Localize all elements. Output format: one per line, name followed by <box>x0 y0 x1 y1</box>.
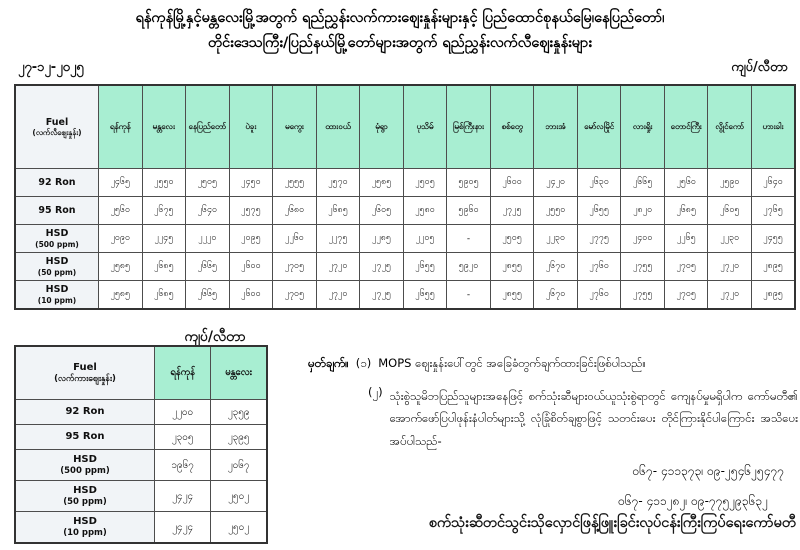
note-2-number: (၂) <box>368 385 383 399</box>
wholesale-value-cell: ၁၉၆၇ <box>155 450 211 481</box>
retail-value-cell: ၂၆၆၅ <box>186 281 230 310</box>
retail-column-header-6: မုံရွာ <box>360 85 404 169</box>
retail-corner-cell <box>15 85 99 169</box>
retail-value-cell: ၂၈၅၅ <box>490 253 534 281</box>
retail-value-cell: ၂၆၇၅ <box>142 197 186 225</box>
note-item-2 <box>308 385 798 452</box>
retail-value-cell: ၅၉၀၅ <box>447 169 491 197</box>
wholesale-corner-fuel-label: Fuel <box>73 361 97 373</box>
retail-value-cell: ၂၇၆၀ <box>577 281 621 310</box>
wholesale-row-0 <box>15 400 267 425</box>
retail-value-cell: ၂၅၅၅ <box>273 169 317 197</box>
retail-value-cell: ၂၄၅၀ <box>229 169 273 197</box>
retail-value-cell: ၂၅၀၅ <box>186 169 230 197</box>
retail-value-cell: ၂၅၆၀ <box>664 169 708 197</box>
retail-row-label-1: 95 Ron <box>15 197 99 225</box>
retail-column-header-11: မော်လမြိုင် <box>577 85 621 169</box>
wholesale-row-label-4: HSD (10 ppm) <box>15 512 155 544</box>
retail-value-cell: ၂၅၈၅ <box>99 253 143 281</box>
retail-value-cell: ၂၇၂၅ <box>360 253 404 281</box>
retail-value-cell: ၂၇၆၀ <box>577 253 621 281</box>
retail-row-label-0: 92 Ron <box>15 169 99 197</box>
wholesale-value-cell: ၂၅၀၂ <box>211 512 267 544</box>
retail-column-header-9: စစ်တွေ <box>490 85 534 169</box>
retail-value-cell: ၂၇၀၅ <box>664 281 708 310</box>
retail-value-cell: ၂၈၂၀ <box>621 197 665 225</box>
notes-heading: မှတ်ချက်။ <box>308 356 349 370</box>
retail-value-cell: ၂၄၆၅ <box>99 169 143 197</box>
retail-value-cell: ၂၅၈၀ <box>403 197 447 225</box>
retail-column-header-12: လားရှိုး <box>621 85 665 169</box>
wholesale-value-cell: ၂၄၂၄ <box>155 512 211 544</box>
retail-value-cell: ၂၆၀၅ <box>360 197 404 225</box>
wholesale-value-cell: ၂၃၅၉ <box>211 400 267 425</box>
wholesale-value-cell: ၂၅၀၂ <box>211 481 267 512</box>
retail-value-cell: ၂၈၉၅ <box>751 253 795 281</box>
wholesale-price-table <box>14 345 268 544</box>
retail-value-cell: ၂၅၅၀ <box>142 169 186 197</box>
retail-value-cell: ၂၆၆၅ <box>621 169 665 197</box>
phone-line-1: ၀၆၇- ၄၁၁၃၇၃၊ ၀၉-၂၅၄၆၂၅၄၇၇ <box>632 464 784 478</box>
retail-column-header-0: ရန်ကုန် <box>99 85 143 169</box>
wholesale-header-row <box>15 346 267 400</box>
retail-row-0 <box>15 169 795 197</box>
retail-value-cell: ၂၂၃၀ <box>708 225 752 253</box>
retail-value-cell: ၂၂၃၀ <box>534 225 578 253</box>
retail-value-cell: ၂၅၈၅ <box>360 169 404 197</box>
retail-value-cell: ၂၆၄၀ <box>186 197 230 225</box>
unit-label-top: ကျပ်/လီတာ <box>731 60 788 75</box>
title-line-1: ရန်ကုန်မြို့နှင့်မန္တလေးမြို့အတွက် ရည်ညွှန်းလက်ကားဈေးနှုန်းများနှင့် ပြည်ထောင်စုနယ်မြေ၊နေပြည်တော်၊ <box>135 10 665 26</box>
retail-column-header-1: မန္တလေး <box>142 85 186 169</box>
notice-date: ၂၇-၁၂-၂၀၂၅ <box>18 60 84 75</box>
retail-value-cell: ၂၆၀၀ <box>229 281 273 310</box>
retail-value-cell: ၂၆၈၅ <box>316 197 360 225</box>
title-line-2: တိုင်းဒေသကြီး/ပြည်နယ်မြို့တော်များအတွက် ရည်ညွှန်းလက်လီဈေးနှုန်းများ <box>207 34 593 51</box>
retail-value-cell: ၂၅၇၅ <box>229 197 273 225</box>
wholesale-value-cell: ၂၂၀၀ <box>155 400 211 425</box>
retail-value-cell: ၅၉၂၀ <box>447 253 491 281</box>
retail-column-header-2: နေပြည်တော် <box>186 85 230 169</box>
retail-value-cell: ၂၄၅၅ <box>751 225 795 253</box>
notes-section <box>308 356 798 452</box>
retail-column-header-7: ပုသိမ် <box>403 85 447 169</box>
retail-value-cell: ၂၂၂၀ <box>186 225 230 253</box>
wholesale-value-cell: ၂၃၉၅ <box>211 425 267 450</box>
retail-value-cell: ၂၇၂၅ <box>360 281 404 310</box>
wholesale-corner-type-label: (လက်ကားဈေးနှုန်း) <box>54 373 116 384</box>
retail-value-cell: ၂၆၇၀ <box>534 281 578 310</box>
retail-value-cell: ၂၆၈၅ <box>664 197 708 225</box>
retail-value-cell: ၂၆၅၅ <box>403 281 447 310</box>
wholesale-value-cell: ၂၄၂၄ <box>155 481 211 512</box>
wholesale-row-3 <box>15 481 267 512</box>
retail-value-cell: ၂၆၄၀ <box>751 169 795 197</box>
retail-value-cell: ၂၇၂၅ <box>490 197 534 225</box>
phone-line-2: ၀၆၇- ၄၁၁၂၈၂၊ ၀၉-၇၇၅၂၉၃၆၃၂ <box>618 494 768 508</box>
retail-value-cell: ၂၆၈၀ <box>273 197 317 225</box>
retail-value-cell: - <box>447 281 491 310</box>
retail-value-cell: ၂၆၀၀ <box>490 169 534 197</box>
retail-row-2 <box>15 225 795 253</box>
retail-value-cell: ၂၂၇၅ <box>316 225 360 253</box>
retail-column-header-10: ဘားအံ <box>534 85 578 169</box>
note-item-1 <box>308 356 798 373</box>
retail-column-header-5: ထားဝယ် <box>316 85 360 169</box>
retail-value-cell: ၂၅၇၀ <box>316 169 360 197</box>
retail-table-body <box>15 169 795 310</box>
retail-column-header-8: မြစ်ကြီးနား <box>447 85 491 169</box>
retail-value-cell: ၂၇၂၀ <box>316 281 360 310</box>
wholesale-row-1 <box>15 425 267 450</box>
retail-value-cell: ၂၂၆၀ <box>273 225 317 253</box>
retail-value-cell: ၂၅၉၀ <box>708 169 752 197</box>
retail-value-cell: ၂၇၀၅ <box>273 281 317 310</box>
retail-value-cell: ၂၆၆၅ <box>186 253 230 281</box>
retail-row-3 <box>15 253 795 281</box>
retail-value-cell: ၂၆၀၅ <box>708 197 752 225</box>
note-2-text: သုံးစွဲသူမိဘပြည်သူများအနေဖြင့် စက်သုံးဆီများဝယ်ယူသုံးစွဲရာတွင် ကျေနပ်မှုမရှိပါက ကော်မတီ၏ အောက်ဖော်ပြပါဖုန်းနံပါတ်များသို့ လုံခြုံစိတ်ချစွာဖြင့် သတင်းပေး တိုင်ကြားနိုင်ပါကြောင်း အသိပေးအပ်ပါသည်- <box>389 389 798 448</box>
wholesale-value-cell: ၂၀၆၇ <box>211 450 267 481</box>
wholesale-corner-cell <box>15 346 155 400</box>
wholesale-column-header-0: ရန်ကုန် <box>155 346 211 400</box>
retail-value-cell: ၂၇၂၀ <box>708 281 752 310</box>
retail-value-cell: ၂၇၇၅ <box>577 225 621 253</box>
wholesale-row-label-0: 92 Ron <box>15 400 155 425</box>
retail-value-cell: ၂၇၅၅ <box>621 253 665 281</box>
retail-column-header-15: ဟားခါး <box>751 85 795 169</box>
retail-corner-type-label: (လက်လီဈေးနှုန်း) <box>32 128 82 137</box>
retail-value-cell: ၂၈၅၅ <box>490 281 534 310</box>
retail-value-cell: ၂၆၃၀ <box>577 169 621 197</box>
retail-value-cell: - <box>447 225 491 253</box>
retail-value-cell: ၂၇၂၀ <box>316 253 360 281</box>
wholesale-row-label-1: 95 Ron <box>15 425 155 450</box>
wholesale-row-4 <box>15 512 267 544</box>
retail-value-cell: ၂၇၆၅ <box>751 197 795 225</box>
retail-value-cell: ၂၆၅၅ <box>577 197 621 225</box>
committee-name: စက်သုံးဆီတင်သွင်းသိုလှောင်ဖြန့်ဖြူးခြင်းလုပ်ငန်းကြီးကြပ်ရေးကော်မတီ <box>428 515 796 531</box>
notice-title <box>0 6 800 55</box>
retail-value-cell: ၂၇၂၀ <box>708 253 752 281</box>
retail-value-cell: ၂၅၀၅ <box>403 169 447 197</box>
retail-value-cell: ၂၀၉၅ <box>229 225 273 253</box>
retail-price-table <box>14 84 796 310</box>
retail-column-header-4: မကွေး <box>273 85 317 169</box>
wholesale-row-2 <box>15 450 267 481</box>
retail-value-cell: ၂၅၀၅ <box>490 225 534 253</box>
retail-value-cell: ၂၄၂၀ <box>534 169 578 197</box>
retail-value-cell: ၂၆၅၅ <box>403 253 447 281</box>
retail-value-cell: ၂၂၈၅ <box>360 225 404 253</box>
retail-value-cell: ၂၄၀၀ <box>621 225 665 253</box>
retail-column-header-13: တောင်ကြီး <box>664 85 708 169</box>
retail-column-header-14: လွိုင်ကော် <box>708 85 752 169</box>
retail-value-cell: ၂၅၆၀ <box>99 197 143 225</box>
wholesale-table-body <box>15 400 267 544</box>
wholesale-row-label-3: HSD (50 ppm) <box>15 481 155 512</box>
retail-row-4 <box>15 281 795 310</box>
retail-value-cell: ၂၇၀၅ <box>664 253 708 281</box>
retail-value-cell: ၂၅၈၅ <box>99 281 143 310</box>
note-1-text: MOPS ဈေးနှုန်းပေါ်တွင် အခြေခံတွက်ချက်ထားခြင်းဖြစ်ပါသည်။ <box>378 356 646 370</box>
retail-header-row <box>15 85 795 169</box>
retail-value-cell: ၂၀၉၀ <box>99 225 143 253</box>
retail-row-label-3: HSD (50 ppm) <box>15 253 99 281</box>
retail-row-1 <box>15 197 795 225</box>
retail-value-cell: ၂၂၄၅ <box>142 225 186 253</box>
retail-value-cell: ၂၇၅၅ <box>621 281 665 310</box>
unit-label-wholesale: ကျပ်/လီတာ <box>184 329 246 345</box>
retail-row-label-2: HSD (500 ppm) <box>15 225 99 253</box>
wholesale-column-header-1: မန္တလေး <box>211 346 267 400</box>
retail-value-cell: ၂၂၆၅ <box>664 225 708 253</box>
retail-value-cell: ၂၆၈၅ <box>142 253 186 281</box>
wholesale-value-cell: ၂၃၀၅ <box>155 425 211 450</box>
retail-value-cell: ၂၇၀၅ <box>273 253 317 281</box>
retail-value-cell: ၅၉၆၀ <box>447 197 491 225</box>
note-1-number: (၁) <box>355 356 372 370</box>
retail-row-label-4: HSD (10 ppm) <box>15 281 99 310</box>
retail-value-cell: ၂၂၀၅ <box>403 225 447 253</box>
retail-value-cell: ၂၈၉၅ <box>751 281 795 310</box>
retail-value-cell: ၂၆၀၀ <box>229 253 273 281</box>
retail-corner-fuel-label: Fuel <box>45 116 69 128</box>
retail-value-cell: ၂၆၇၀ <box>534 253 578 281</box>
retail-value-cell: ၂၆၈၅ <box>142 281 186 310</box>
retail-value-cell: ၂၅၅၀ <box>534 197 578 225</box>
wholesale-row-label-2: HSD (500 ppm) <box>15 450 155 481</box>
retail-column-header-3: ပဲခူး <box>229 85 273 169</box>
